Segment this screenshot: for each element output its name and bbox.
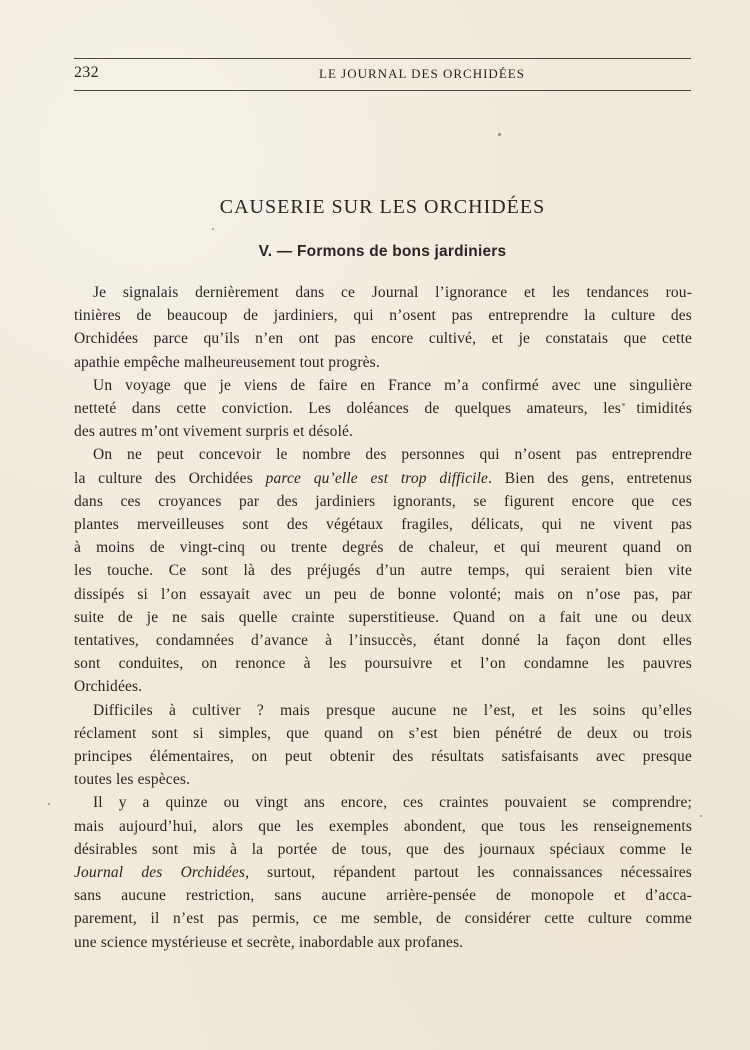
text-line: tentatives, condamnées d’avance à l’insuccès, étant donné la façon dont elles <box>74 632 692 650</box>
text-line: réclament sont si simples, que quand on s’est bien pénétré de deux ou trois <box>74 724 692 742</box>
text-line: Je signalais dernièrement dans ce Journal l’ignorance et les tendances rou- <box>93 284 692 301</box>
text-line: apathie empêche malheureusement tout progrès. <box>74 353 380 371</box>
running-title: LE JOURNAL DES ORCHIDÉES <box>319 66 525 81</box>
text-line: sont conduites, on renonce à les poursuivre et l’on condamne les pauvres <box>74 655 692 673</box>
paragraph-3 <box>74 443 692 698</box>
text-line: Un voyage que je viens de faire en France m’a confirmé avec une singulière <box>93 376 692 394</box>
paper-speck <box>212 228 214 230</box>
header-bottom-rule <box>74 90 691 91</box>
article-subtitle: V. — Formons de bons jardiniers <box>258 243 507 260</box>
paragraph-5 <box>74 791 692 953</box>
text-line: Orchidées parce qu’ils n’en ont pas encore cultivé, et je constatais que cette <box>74 330 692 348</box>
text-line-with-italic <box>74 861 692 884</box>
paper-speck <box>700 815 702 817</box>
article-title: CAUSERIE SUR LES ORCHIDÉES <box>219 196 546 218</box>
italic-phrase: parce qu’elle est trop difficile <box>265 469 489 487</box>
paragraph-4 <box>74 699 692 792</box>
text-line: principes élémentaires, on peut obtenir des résultats satisfaisants avec presque <box>74 748 692 766</box>
text-line: Il y a quinze ou vingt ans encore, ces craintes pouvaient se comprendre; <box>93 794 692 812</box>
text-line: dans ces croyances par des jardiniers ignorants, se figurent encore que ces <box>74 492 692 510</box>
text-line: à moins de vingt-cinq ou trente degrés de chaleur, et qui meurent quand on <box>74 539 692 557</box>
text-line: suite de je ne sais quelle crainte superstitieuse. Quand on a fait une ou deux <box>74 608 692 626</box>
text-line: dissipés si l’on essayait avec un peu de bonne volonté; mais on n’ose pas, par <box>74 585 692 603</box>
page-number: 232 <box>74 64 99 81</box>
text-line: Orchidées. <box>74 678 143 696</box>
text-line: Difficiles à cultiver ? mais presque aucune ne l’est, et les soins qu’elles <box>93 701 692 719</box>
text-line: plantes merveilleuses sont des végétaux fragiles, délicats, qui ne vivent pas <box>74 516 692 534</box>
paragraph-1 <box>74 281 692 374</box>
paragraph-2 <box>74 374 692 444</box>
article-body <box>74 281 692 954</box>
page-header <box>74 54 691 94</box>
header-top-rule <box>74 58 691 59</box>
italic-phrase: Journal des Orchidées <box>74 864 246 882</box>
text-line: désirables sont mis à la portée de tous, que des journaux spéciaux comme le <box>74 840 692 858</box>
text-line: parement, il n’est pas permis, ce me semble, de considérer cette culture comme <box>74 910 692 928</box>
italic-prefix: la culture des Orchidées <box>74 469 266 487</box>
text-line: netteté dans cette conviction. Les doléances de quelques amateurs, les timidités <box>74 400 692 418</box>
italic-suffix: , surtout, répandent partout les connaissances nécessaires <box>245 864 692 882</box>
text-line: On ne peut concevoir le nombre des personnes qui n’osent pas entreprendre <box>93 446 692 464</box>
paper-speck <box>498 133 501 136</box>
paper-speck <box>48 803 50 805</box>
text-line: mais aujourd’hui, alors que les exemples abondent, que tous les renseignements <box>74 817 692 835</box>
italic-suffix: . Bien des gens, entretenus <box>488 469 692 487</box>
text-line-with-italic <box>74 467 692 490</box>
text-line: des autres m’ont vivement surpris et désolé. <box>74 423 354 441</box>
text-line: sans aucune restriction, sans aucune arrière-pensée de monopole et d’acca- <box>74 887 692 905</box>
text-line: une science mystérieuse et secrète, inabordable aux profanes. <box>74 933 464 951</box>
text-line: toutes les espèces. <box>74 771 191 789</box>
text-line: tinières de beaucoup de jardiniers, qui n’osent pas entreprendre la culture des <box>74 307 692 325</box>
text-line: les touche. Ce sont là des préjugés d’un autre temps, qui seraient bien vite <box>74 562 692 580</box>
